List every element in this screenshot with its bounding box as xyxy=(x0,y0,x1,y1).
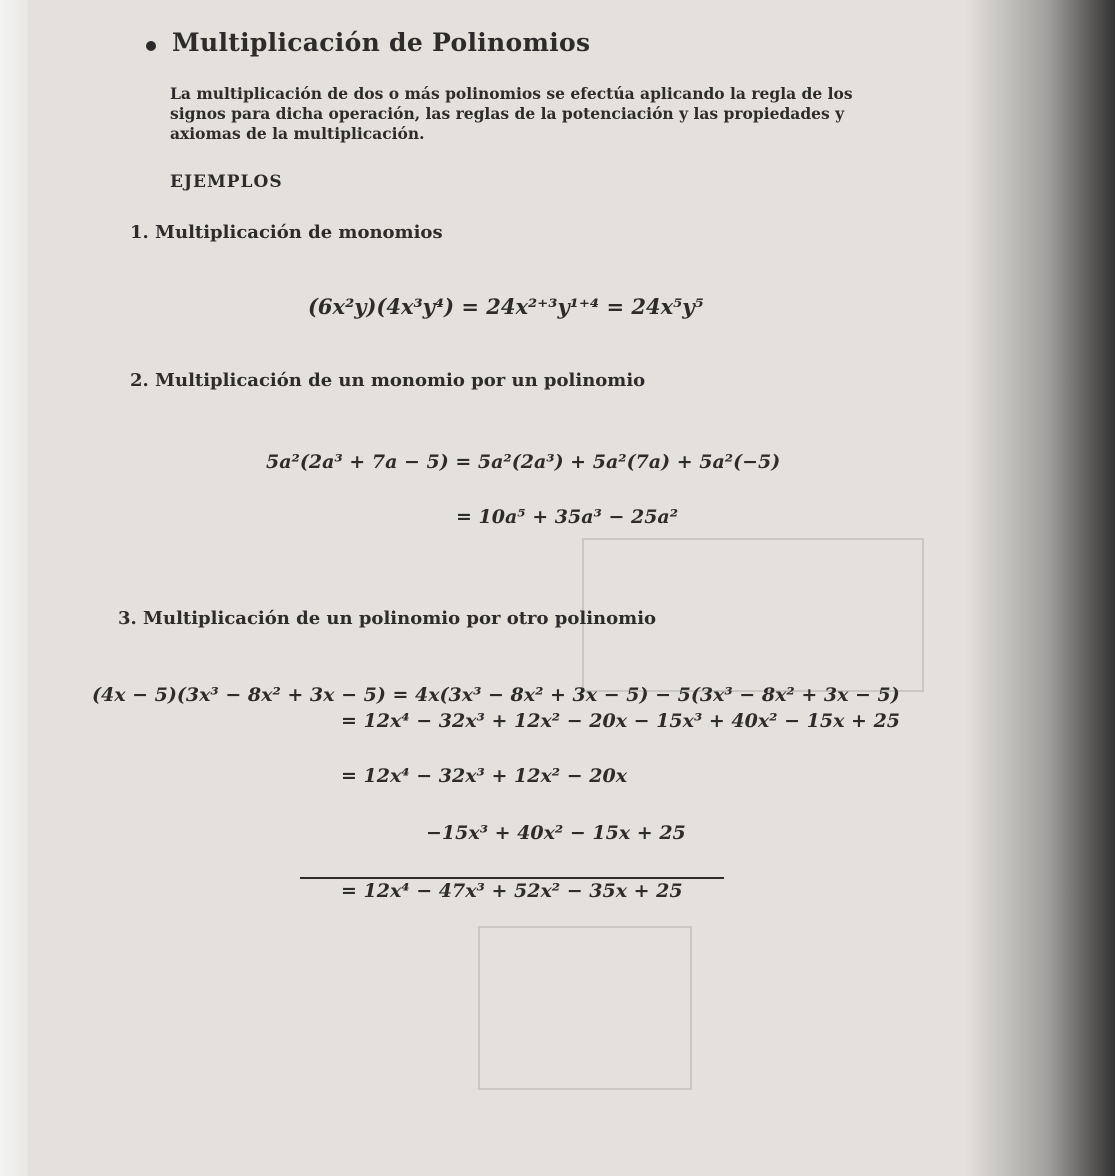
sum-divider xyxy=(300,877,724,879)
example-2-heading: 2. Multiplicación de un monomio por un polinomio xyxy=(130,370,646,391)
example-3-equation-line-4: −15x³ + 40x² − 15x + 25 xyxy=(426,822,686,844)
example-3-equation-line-2: = 12x⁴ − 32x³ + 12x² − 20x − 15x³ + 40x² − 15x + 25 xyxy=(341,710,901,732)
example-1-heading: 1. Multiplicación de monomios xyxy=(130,222,443,243)
example-3-heading: 3. Multiplicación de un polinomio por otro polinomio xyxy=(118,608,657,629)
page-title: Multiplicación de Polinomios xyxy=(172,28,591,57)
example-3-equation-line-3: = 12x⁴ − 32x³ + 12x² − 20x xyxy=(341,765,628,787)
example-3-equation-line-1: (4x − 5)(3x³ − 8x² + 3x − 5) = 4x(3x³ − 8x² + 3x − 5) − 5(3x³ − 8x² + 3x − 5) xyxy=(92,684,900,706)
examples-label: EJEMPLOS xyxy=(170,172,283,192)
page-shadow xyxy=(965,0,1115,1176)
bullet-icon xyxy=(146,41,156,51)
intro-paragraph: La multiplicación de dos o más polinomios se efectúa aplicando la regla de los signos para dicha operación, las reglas de la potenciación y las propiedades y axiomas de la multiplicación. xyxy=(170,84,853,143)
example-3-result: = 12x⁴ − 47x³ + 52x² − 35x + 25 xyxy=(341,880,683,902)
example-2-equation-line-2: = 10a⁵ + 35a³ − 25a² xyxy=(456,506,679,528)
example-2-equation-line-1: 5a²(2a³ + 7a − 5) = 5a²(2a³) + 5a²(7a) + 5a²(−5) xyxy=(266,451,781,473)
example-1-equation: (6x²y)(4x³y⁴) = 24x²⁺³y¹⁺⁴ = 24x⁵y⁵ xyxy=(308,294,704,319)
